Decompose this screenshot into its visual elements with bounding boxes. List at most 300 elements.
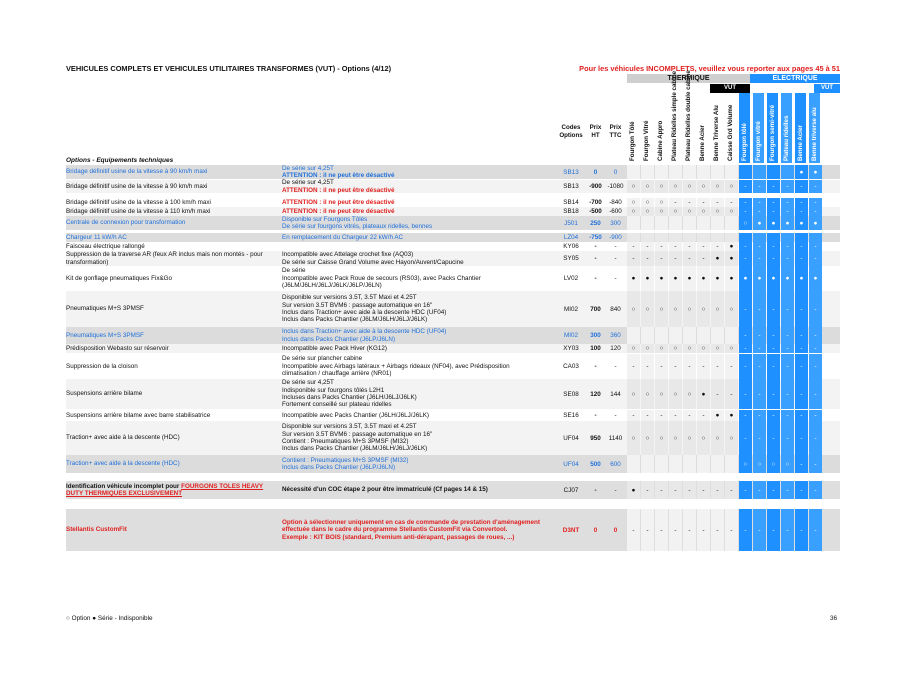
availability-cell: - — [739, 242, 752, 251]
variant-header-label: Fourgon vitré — [754, 121, 762, 161]
availability-cell: - — [669, 198, 682, 207]
option-label: Faisceau électrique rallongé — [66, 242, 145, 250]
header-ht: HT — [591, 132, 600, 139]
availability-cell — [697, 165, 710, 179]
availability-cell: ○ — [669, 379, 682, 409]
option-label: Suspensions arrière bilame — [66, 390, 143, 398]
availability-cell: ○ — [627, 291, 640, 327]
variant-header-label: Benne Acier — [796, 125, 804, 161]
option-detail — [282, 379, 556, 409]
availability-cell: - — [711, 198, 724, 207]
detail-line: ATTENTION : il ne peut être désactivé — [282, 186, 395, 194]
availability-cell — [739, 165, 752, 179]
availability-cell — [697, 455, 710, 473]
availability-cell: - — [809, 198, 822, 207]
availability-cell: - — [627, 242, 640, 251]
variant-header-5 — [697, 93, 708, 163]
table-row — [66, 180, 840, 193]
variant-header-11 — [781, 93, 792, 163]
table-row — [66, 379, 840, 409]
page-title: VEHICULES COMPLETS ET VEHICULES UTILITAIRES TRANSFORMES (VUT) - Options (4/12) — [66, 64, 392, 73]
detail-line: De série sur Caisse Grand Volume avec Hayon/Auvent/Capucine — [282, 258, 464, 266]
availability-cell: ○ — [655, 180, 668, 193]
availability-cell: - — [781, 327, 794, 344]
availability-cell: ○ — [697, 207, 710, 216]
availability-cell: - — [669, 481, 682, 499]
variant-header-2 — [655, 93, 666, 163]
availability-cell: - — [795, 242, 808, 251]
availability-cell: - — [739, 421, 752, 455]
price-ht: -900 — [589, 183, 602, 190]
availability-cell: ○ — [627, 198, 640, 207]
availability-cell: - — [641, 251, 654, 266]
detail-line: Fortement conseillé sur plateau ridelles — [282, 401, 392, 409]
availability-cell: - — [739, 410, 752, 421]
group-vut-electrique: VUT — [814, 84, 840, 93]
availability-cell: ○ — [641, 180, 654, 193]
availability-cell — [697, 216, 710, 230]
availability-cell: - — [739, 509, 752, 551]
availability-cell: ○ — [711, 344, 724, 353]
header-codes-options — [556, 124, 586, 140]
availability-cell: - — [655, 251, 668, 266]
availability-cell: - — [767, 291, 780, 327]
availability-cell: - — [697, 354, 710, 379]
detail-line: De série sur 4,25T — [282, 164, 334, 172]
detail-line: Inclus dans Packs Chantier (J6LP/J6LN) — [282, 464, 396, 471]
availability-cell: - — [795, 327, 808, 344]
availability-cell: ○ — [627, 344, 640, 353]
availability-cell — [669, 455, 682, 473]
page-number: 36 — [830, 615, 838, 622]
detail-line: Disponible sur versions 3.5T, 3.5T Maxi et 4.25T — [282, 294, 417, 302]
option-code: KY06 — [563, 243, 579, 250]
availability-cell: - — [781, 242, 794, 251]
availability-cell: - — [655, 509, 668, 551]
incomplete-vehicles-note: Pour les véhicules INCOMPLETS, veuillez vous reporter aux pages 45 à 51 — [579, 64, 840, 73]
availability-cell: - — [809, 354, 822, 379]
option-detail — [282, 180, 556, 193]
option-detail — [282, 165, 556, 179]
availability-cell — [781, 165, 794, 179]
availability-cell — [627, 327, 640, 344]
availability-cell: ○ — [725, 344, 738, 353]
availability-cell: - — [767, 198, 780, 207]
availability-cell: - — [753, 379, 766, 409]
option-detail — [282, 509, 556, 551]
option-detail — [282, 410, 556, 421]
availability-cell: - — [795, 291, 808, 327]
availability-cell: - — [641, 410, 654, 421]
option-code: SY05 — [563, 255, 579, 262]
availability-cell: - — [795, 421, 808, 455]
availability-cell: ○ — [683, 180, 696, 193]
availability-cell: - — [795, 481, 808, 499]
option-code: SE16 — [563, 412, 579, 419]
availability-cell: - — [809, 207, 822, 216]
availability-cell — [627, 165, 640, 179]
availability-cell — [683, 233, 696, 242]
availability-cell: - — [697, 410, 710, 421]
option-code: SB18 — [563, 208, 579, 215]
detail-line: De série sur fourgons vitrés, plateaux ridelles, bennes — [282, 223, 433, 230]
variant-header-label: Benne Acier — [698, 125, 706, 161]
availability-cell — [627, 216, 640, 230]
availability-cell — [711, 233, 724, 242]
availability-cell: - — [781, 509, 794, 551]
availability-cell: - — [627, 509, 640, 551]
availability-cell: ○ — [641, 291, 654, 327]
availability-cell: ○ — [655, 291, 668, 327]
availability-cell: ● — [809, 266, 822, 291]
availability-cell — [711, 327, 724, 344]
header-codes: Codes — [561, 124, 581, 131]
availability-cell: - — [809, 379, 822, 409]
availability-cell: - — [739, 379, 752, 409]
availability-cell: - — [767, 344, 780, 353]
availability-cell: - — [697, 509, 710, 551]
availability-cell: - — [711, 379, 724, 409]
availability-cell: - — [655, 481, 668, 499]
table-row — [66, 198, 840, 207]
availability-cell: - — [781, 354, 794, 379]
detail-line: Inclus dans Packs Chantier (J6LM/J6LH/J6LJ/J6LK) — [282, 316, 428, 324]
table-row — [66, 344, 840, 353]
availability-cell: - — [753, 242, 766, 251]
table-row — [66, 481, 840, 499]
availability-cell: - — [781, 344, 794, 353]
availability-cell — [711, 216, 724, 230]
option-code: SB13 — [563, 168, 579, 176]
availability-cell: - — [795, 509, 808, 551]
availability-cell: - — [753, 327, 766, 344]
availability-cell: - — [683, 251, 696, 266]
option-code: SB14 — [563, 199, 579, 206]
table-row — [66, 509, 840, 551]
price-ttc: - — [614, 363, 617, 370]
detail-line: Inclus dans Traction+ avec aide à la descente HDC (UF04) — [282, 328, 447, 336]
availability-cell: - — [795, 455, 808, 473]
availability-cell: - — [781, 207, 794, 216]
availability-cell: - — [781, 251, 794, 266]
availability-cell: - — [641, 242, 654, 251]
variant-header-12 — [795, 93, 806, 163]
option-detail — [282, 291, 556, 327]
availability-cell: - — [669, 509, 682, 551]
availability-cell: - — [669, 242, 682, 251]
availability-cell: - — [795, 344, 808, 353]
availability-cell: - — [753, 421, 766, 455]
availability-cell: - — [683, 509, 696, 551]
availability-cell: - — [809, 344, 822, 353]
availability-cell — [669, 327, 682, 344]
option-label: Bridage définitif usine de la vitesse à 90 km/h maxi — [66, 182, 208, 190]
availability-cell — [641, 233, 654, 242]
availability-cell — [767, 165, 780, 179]
detail-line: Indisponible sur fourgons tôlés L2H1 — [282, 386, 385, 394]
availability-cell: ● — [711, 251, 724, 266]
availability-cell: ○ — [711, 180, 724, 193]
availability-cell: ○ — [627, 421, 640, 455]
availability-cell: - — [809, 180, 822, 193]
legend: ○ Option ● Série - Indisponible — [66, 615, 153, 622]
availability-cell: ● — [767, 216, 780, 230]
price-ttc: - — [614, 486, 617, 494]
option-label: Bridage définitif usine de la vitesse à 100 km/h maxi — [66, 198, 211, 206]
price-ttc: - — [614, 275, 617, 282]
option-detail — [282, 198, 556, 207]
availability-cell: - — [753, 354, 766, 379]
availability-cell: - — [809, 481, 822, 499]
availability-cell: - — [627, 410, 640, 421]
option-code: D3NT — [562, 526, 580, 534]
price-ht: - — [594, 486, 597, 494]
availability-cell: - — [739, 291, 752, 327]
option-label — [66, 509, 280, 551]
availability-cell: ○ — [669, 421, 682, 455]
price-ht: - — [594, 255, 597, 262]
availability-cell: - — [739, 327, 752, 344]
header-options: Options — [559, 132, 583, 139]
option-label: Traction+ avec aide à la descente (HDC) — [66, 460, 180, 468]
availability-cell — [641, 216, 654, 230]
availability-cell: ● — [627, 266, 640, 291]
availability-cell — [669, 165, 682, 179]
detail-line: Incompatible avec Pack Roue de secours (RS03), avec Packs Chantier — [282, 274, 481, 282]
availability-cell: ● — [655, 266, 668, 291]
header-ttc: TTC — [609, 132, 622, 139]
availability-cell: - — [767, 379, 780, 409]
availability-cell: - — [809, 509, 822, 551]
price-ht: 500 — [590, 460, 601, 468]
option-code: MI02 — [564, 305, 578, 313]
availability-cell — [655, 216, 668, 230]
availability-cell — [781, 233, 794, 242]
availability-cell: - — [725, 481, 738, 499]
availability-cell: - — [809, 327, 822, 344]
availability-cell: - — [781, 410, 794, 421]
availability-cell: - — [697, 481, 710, 499]
availability-cell: - — [809, 410, 822, 421]
option-label: Centrale de connexion pour transformation — [66, 219, 186, 227]
table-row — [66, 354, 840, 379]
variant-header-label: Plateau Ridelles double cabine — [684, 70, 692, 161]
availability-cell: ● — [809, 216, 822, 230]
price-ttc: 144 — [610, 390, 621, 398]
availability-cell: ○ — [725, 291, 738, 327]
variant-header-7 — [725, 93, 736, 163]
option-code: UF04 — [563, 434, 579, 442]
availability-cell — [655, 233, 668, 242]
option-detail — [282, 421, 556, 455]
availability-cell: ○ — [669, 344, 682, 353]
detail-line: Disponible sur Fourgons Tôlés — [282, 215, 368, 223]
variant-header-label: Cabine Appro — [656, 120, 664, 161]
availability-cell: - — [711, 509, 724, 551]
availability-cell: ● — [683, 266, 696, 291]
availability-cell: ○ — [697, 344, 710, 353]
availability-cell: - — [809, 242, 822, 251]
availability-cell: - — [753, 481, 766, 499]
availability-cell: ● — [627, 481, 640, 499]
table-row — [66, 251, 840, 266]
availability-cell: - — [753, 180, 766, 193]
detail-line: ATTENTION : il ne peut être désactivé — [282, 198, 395, 206]
availability-cell: - — [753, 207, 766, 216]
option-detail — [282, 216, 556, 230]
option-detail — [282, 481, 556, 499]
availability-cell: - — [767, 180, 780, 193]
option-code: LZ04 — [563, 234, 579, 241]
availability-cell: - — [697, 242, 710, 251]
variant-header-label: Fourgon Tôlé — [628, 121, 636, 161]
availability-cell — [641, 327, 654, 344]
table-row — [66, 327, 840, 344]
detail-line: Option à sélectionner uniquement en cas de commande de prestation d'aménagement — [282, 518, 540, 526]
detail-line: (J6LM/J6LH/J6LJ/J6LK/J6LP/J6LN) — [282, 282, 382, 290]
price-ht: -500 — [589, 208, 602, 215]
availability-cell: ● — [753, 266, 766, 291]
availability-cell: - — [781, 180, 794, 193]
availability-cell: - — [655, 242, 668, 251]
price-ttc: - — [614, 412, 617, 419]
option-label: Pneumatiques M+S 3PMSF — [66, 331, 144, 339]
price-ttc: 840 — [610, 305, 621, 313]
variant-header-9 — [753, 93, 764, 163]
availability-cell: - — [641, 509, 654, 551]
price-ht: 950 — [590, 434, 601, 442]
variant-header-8 — [739, 93, 750, 163]
option-detail — [282, 251, 556, 266]
availability-cell — [627, 233, 640, 242]
option-code: J501 — [564, 219, 578, 227]
availability-cell — [725, 165, 738, 179]
availability-cell: ○ — [767, 455, 780, 473]
availability-cell: ● — [669, 266, 682, 291]
availability-cell: - — [655, 354, 668, 379]
option-label-part: FOURGONS TOLES HEAVY DUTY THERMIQUES EXCLUSIVEMENT — [66, 482, 264, 497]
availability-cell — [739, 233, 752, 242]
availability-cell: - — [739, 207, 752, 216]
availability-cell: - — [669, 251, 682, 266]
availability-cell: ● — [711, 410, 724, 421]
option-label: Suppression de la cloison — [66, 362, 138, 370]
detail-line: Incompatible avec Airbags latéraux + Airbags rideaux (NF04), avec Prédisposition — [282, 362, 510, 370]
table-row — [66, 242, 840, 251]
availability-cell: - — [795, 410, 808, 421]
availability-cell: - — [683, 198, 696, 207]
price-ttc: -900 — [609, 234, 622, 241]
availability-cell: - — [753, 291, 766, 327]
availability-cell: ● — [739, 266, 752, 291]
availability-cell — [711, 455, 724, 473]
availability-cell: ● — [753, 216, 766, 230]
detail-line: Exemple : KIT BOIS (standard, Premium anti-dérapant, passages de roues, ...) — [282, 533, 515, 541]
price-ht: 0 — [593, 526, 598, 534]
variant-header-label: Benne triverse alu — [810, 107, 818, 161]
detail-line: effectuée dans le cadre du programme Stellantis CustomFit via Convertool. — [282, 526, 508, 534]
availability-cell: ● — [781, 266, 794, 291]
variant-header-0 — [627, 93, 638, 163]
option-code: SE08 — [563, 390, 579, 398]
availability-cell: - — [795, 379, 808, 409]
availability-cell: - — [781, 198, 794, 207]
availability-cell: ● — [697, 379, 710, 409]
price-ttc: 600 — [610, 460, 621, 468]
detail-line: Incluses dans Packs Chantier (J6LH/J6LJ/J6LK) — [282, 394, 417, 401]
table-row — [66, 233, 840, 242]
availability-cell: - — [711, 242, 724, 251]
availability-cell — [725, 455, 738, 473]
option-label: Pneumatiques M+S 3PMSF — [66, 305, 144, 313]
availability-cell — [683, 165, 696, 179]
detail-line: Contient : Pneumatiques M+S 3PMSF (MI32) — [282, 456, 409, 464]
availability-cell: - — [781, 421, 794, 455]
price-ttc: - — [614, 255, 617, 262]
availability-cell: ○ — [627, 180, 640, 193]
price-ttc: 1140 — [608, 434, 623, 442]
detail-line: De série sur 4,25T — [282, 379, 334, 387]
table-row — [66, 291, 840, 327]
table-row — [66, 216, 840, 230]
price-ht: 250 — [590, 219, 601, 227]
availability-cell: ● — [725, 251, 738, 266]
availability-cell: - — [627, 354, 640, 379]
availability-cell: - — [809, 455, 822, 473]
availability-cell — [809, 233, 822, 242]
availability-cell — [767, 233, 780, 242]
availability-cell — [711, 165, 724, 179]
price-ttc: 120 — [610, 345, 621, 352]
variant-header-label: Plateau ridelles — [782, 115, 790, 161]
availability-cell: ● — [725, 242, 738, 251]
availability-cell: ● — [795, 165, 808, 179]
availability-cell: ● — [711, 266, 724, 291]
availability-cell: - — [683, 481, 696, 499]
availability-cell: ○ — [725, 180, 738, 193]
availability-cell — [627, 455, 640, 473]
availability-cell: - — [697, 198, 710, 207]
availability-cell: ● — [781, 216, 794, 230]
availability-cell: - — [767, 354, 780, 379]
availability-cell: - — [669, 354, 682, 379]
availability-cell: ● — [697, 266, 710, 291]
price-ttc: 360 — [610, 332, 621, 339]
detail-line: Incompatible avec Attelage crochet fixe (AQ03) — [282, 251, 414, 259]
availability-cell: - — [781, 291, 794, 327]
availability-cell: - — [697, 251, 710, 266]
option-code: XY03 — [563, 345, 579, 352]
availability-cell — [655, 165, 668, 179]
availability-cell: ○ — [627, 207, 640, 216]
variant-header-4 — [683, 70, 694, 163]
option-code: MI02 — [564, 332, 578, 339]
detail-line: De série — [282, 267, 306, 275]
availability-cell: - — [781, 379, 794, 409]
price-ttc: 300 — [610, 219, 621, 227]
availability-cell: ○ — [655, 198, 668, 207]
variant-header-1 — [641, 93, 652, 163]
option-label: Prédisposition Webasto sur réservoir — [66, 344, 169, 352]
availability-cell: - — [795, 354, 808, 379]
price-ht: - — [594, 363, 597, 370]
availability-cell: - — [767, 481, 780, 499]
option-code: CJ07 — [563, 486, 579, 494]
availability-cell — [641, 455, 654, 473]
availability-cell — [683, 216, 696, 230]
availability-cell: - — [627, 251, 640, 266]
availability-cell — [669, 233, 682, 242]
